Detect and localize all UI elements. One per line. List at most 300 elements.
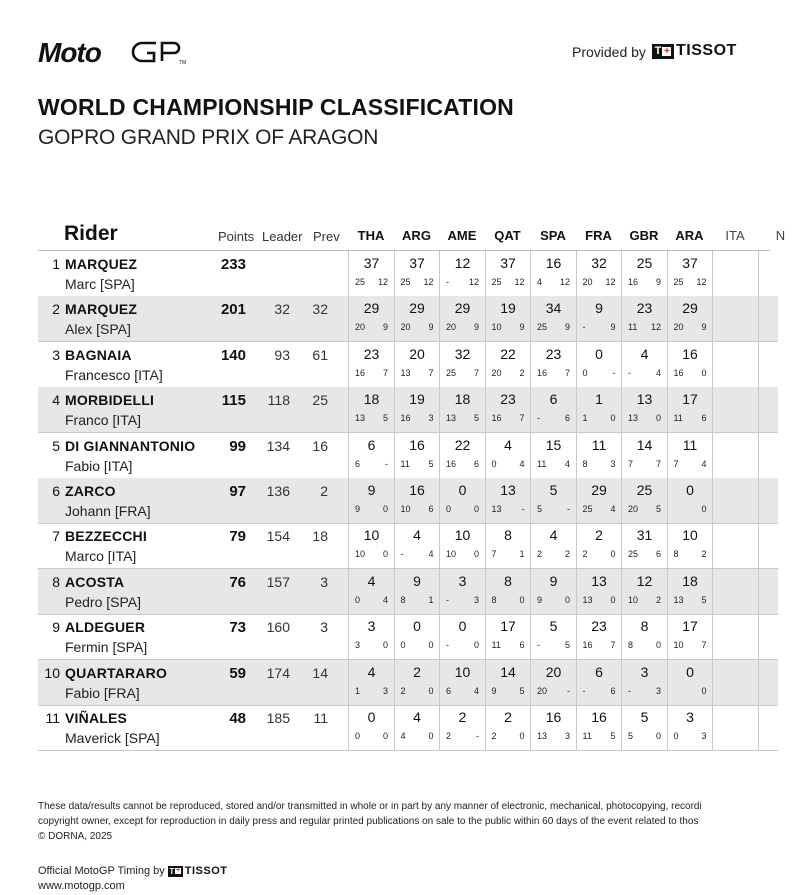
column-header-race: QAT [494,228,521,243]
rider-points: 59 [229,664,246,682]
race-total-points: 3 [367,618,376,635]
race-points-cell [485,296,531,341]
race-points-cell [621,523,667,568]
race-total-points: 12 [636,572,653,589]
race-points-cell [758,705,804,750]
race-points-cell [621,251,667,296]
sprint-points: 16 [400,413,411,424]
race-points: 4 [564,458,570,469]
race-total-points: 37 [500,255,516,271]
rider-position: 8 [52,573,60,590]
rider-last-name: MARQUEZ [65,301,138,318]
race-points-cell [394,660,440,705]
sprint-points: 16 [628,277,639,287]
race-points-cell [576,296,622,341]
race-points: 2 [519,367,525,378]
table-row [38,387,778,433]
rider-points: 115 [221,392,246,410]
race-points: 5 [428,458,434,469]
sprint-points: 16 [582,640,593,651]
column-header-race: THA [357,228,385,243]
column-header-race: ITA [725,228,745,243]
race-points-cell [621,342,667,387]
table-row [38,478,778,524]
race-points-cell [485,569,531,614]
race-points-cell [530,296,576,341]
race-points-cell [621,569,667,614]
race-points-cell [394,705,440,750]
race-points-cell [394,296,440,341]
race-points-cell [576,251,622,296]
race-points: 7 [519,413,525,424]
rider-points: 48 [229,710,246,727]
race-points: 3 [701,731,707,741]
race-points: 12 [423,277,434,287]
rider-position: 7 [52,528,60,545]
race-points-cell [348,569,394,614]
column-header-race: FRA [585,228,612,243]
race-points: 2 [655,594,661,605]
race-points-cell [439,433,485,478]
race-total-points: 17 [682,391,698,408]
column-header-rider: Rider [64,222,118,245]
race-points: 2 [564,549,570,560]
race-points: 4 [655,367,661,378]
table-row [38,614,778,660]
race-points: 5 [382,413,388,424]
sprint-points: 25 [673,277,684,287]
sprint-points: 2 [537,549,543,560]
sprint-points: 4 [537,277,543,287]
race-points-cell [576,569,622,614]
website-link[interactable]: www.motogp.com [38,880,125,892]
race-points-cell [758,342,804,387]
race-points: 0 [701,685,707,696]
race-points: 4 [610,504,616,514]
column-header-race: SPA [540,228,566,243]
race-total-points: 0 [686,482,694,498]
column-header-race: ARA [675,228,704,243]
race-points-cell [712,296,758,341]
rider-last-name: VIÑALES [65,710,128,726]
race-total-points: 19 [409,391,425,408]
race-points: 0 [428,640,434,651]
race-total-points: 25 [636,255,653,271]
gap-to-leader: 157 [266,573,290,590]
race-points-cell [530,251,576,296]
disclaimer [38,799,798,844]
sprint-points: - [582,322,586,333]
rider-position: 10 [44,664,60,681]
page-subtitle: GOPRO GRAND PRIX OF ARAGON [38,126,379,149]
rider-first-name: Pedro [SPA] [65,593,142,610]
race-points-cell [758,614,804,659]
race-points-cell [758,478,804,523]
sprint-points: - [446,277,449,287]
race-total-points: 23 [500,391,516,408]
column-header-leader: Leader [262,229,303,244]
official-timing [38,865,228,877]
race-total-points: 0 [686,663,694,680]
rider-points: 79 [229,528,246,546]
race-total-points: 4 [504,436,512,453]
race-points: 3 [655,685,661,696]
rider-points: 140 [220,346,246,364]
race-points-cell [394,478,440,523]
gap-to-previous: 2 [320,483,328,499]
race-total-points: 4 [640,345,649,362]
sprint-points: 2 [446,731,452,741]
race-points: 12 [559,277,570,287]
race-points-cell [394,433,440,478]
race-total-points: 19 [500,300,516,317]
gap-to-previous: 32 [312,301,328,318]
sprint-points: 10 [400,504,411,514]
race-points-cell [394,251,440,296]
sprint-points: - [628,367,631,378]
race-points-cell [712,387,758,432]
race-points: 12 [650,322,661,333]
race-total-points: 31 [636,527,653,544]
race-points-cell [485,387,531,432]
race-total-points: 14 [500,663,516,680]
race-points: 5 [564,640,570,651]
sprint-points: 16 [673,367,684,378]
sprint-points: 20 [582,277,593,287]
race-points: 9 [473,322,479,333]
sprint-points: 0 [582,367,588,378]
race-total-points: 8 [504,572,512,589]
race-points: 3 [473,594,479,605]
race-total-points: 2 [458,709,467,725]
race-points-cell [576,660,622,705]
race-points: 9 [610,322,616,333]
sprint-points: 1 [355,685,361,696]
race-points: 1 [519,549,525,560]
sprint-points: 7 [673,458,679,469]
table-row [38,523,778,569]
rider-first-name: Maverick [SPA] [65,730,160,746]
rider-points: 73 [229,619,246,637]
race-total-points: 29 [409,300,425,317]
race-points-cell [621,614,667,659]
race-total-points: 8 [504,527,512,544]
race-total-points: 11 [591,436,607,453]
sprint-points: 13 [628,413,639,424]
race-points-cell [667,705,713,750]
race-points-cell [712,614,758,659]
race-points: 0 [655,731,661,741]
rider-position: 6 [52,483,60,499]
race-total-points: 5 [640,709,649,725]
race-total-points: 18 [363,391,380,408]
gap-to-previous: 18 [312,528,328,545]
rider-first-name: Francesco [ITA] [65,366,163,383]
race-total-points: 15 [545,436,562,453]
rider-last-name: BAGNAIA [65,346,132,363]
race-points: 7 [655,458,661,469]
race-points: 0 [473,640,479,651]
sprint-points: 10 [355,549,366,560]
race-points-cell [667,660,713,705]
race-points-cell [530,705,576,750]
race-points: 7 [382,367,388,378]
race-points-cell [394,387,440,432]
official-timing-label: Official MotoGP Timing by [38,865,165,877]
race-points: - [567,504,570,514]
rider-points: 233 [220,256,246,273]
gap-to-leader: 118 [267,392,290,409]
race-points-cell [712,433,758,478]
race-points-cell [439,705,485,750]
race-points: 6 [519,640,525,651]
gap-to-previous: 3 [320,619,328,636]
race-points: 0 [701,504,707,514]
race-points: 4 [519,458,525,469]
gap-to-leader: 185 [266,710,290,726]
race-points-cell [758,433,804,478]
rider-first-name: Johann [FRA] [65,503,151,519]
race-points-cell [712,569,758,614]
sprint-points: 0 [400,640,406,651]
race-total-points: 17 [682,618,698,635]
race-total-points: 18 [682,572,698,589]
race-total-points: 4 [549,527,558,544]
race-points-cell [348,387,394,432]
race-total-points: 3 [640,663,649,680]
race-points: 4 [701,458,707,469]
sprint-points: 8 [582,458,588,469]
race-points: 1 [428,594,434,605]
race-total-points: 6 [367,436,376,453]
sprint-points: 6 [446,685,452,696]
rider-first-name: Fabio [ITA] [65,457,133,474]
race-total-points: 8 [640,618,649,635]
race-total-points: 4 [413,527,421,544]
sprint-points: - [628,685,631,696]
rider-first-name: Fermin [SPA] [65,639,148,656]
race-total-points: 13 [500,482,516,498]
rider-last-name: MORBIDELLI [65,392,155,409]
race-points-cell [530,614,576,659]
race-points-cell [667,523,713,568]
race-points-cell [712,660,758,705]
race-total-points: 34 [545,300,562,317]
race-points: 7 [428,367,434,378]
sprint-points: 20 [628,504,639,514]
race-points-cell [621,296,667,341]
race-total-points: 23 [636,300,653,317]
race-points-cell [485,523,531,568]
sprint-points: 2 [400,685,406,696]
disclaimer-line-2: copyright owner, except for reproduction in daily press and regular printed publications on sale to the public within 60 days of the event related to thos [38,816,699,827]
race-points-cell [530,569,576,614]
race-total-points: 3 [686,709,694,725]
rider-first-name: Fabio [FRA] [65,684,140,701]
race-points-cell [576,705,622,750]
sprint-points: 2 [491,731,497,741]
gap-to-previous: 3 [320,573,328,590]
rider-first-name: Marco [ITA] [65,548,137,565]
sprint-points: 20 [400,322,411,333]
race-points-cell [530,387,576,432]
race-total-points: 25 [636,482,653,498]
race-points: 6 [655,549,661,560]
rider-points: 201 [220,301,246,319]
race-points-cell [348,523,394,568]
race-points-cell [348,478,394,523]
table-row [38,433,778,479]
race-points: 0 [473,504,479,514]
race-total-points: 3 [458,572,467,589]
race-points-cell [530,660,576,705]
sprint-points: 20 [491,367,502,378]
sprint-points: 10 [491,322,502,333]
race-points: 4 [473,685,479,696]
sprint-points: 8 [628,640,634,651]
race-total-points: 10 [454,663,471,680]
tissot-wordmark: TISSOT [676,42,737,59]
race-total-points: 16 [409,436,425,453]
sprint-points: - [582,685,586,696]
rider-last-name: ZARCO [65,483,116,499]
sprint-points: 6 [355,458,361,469]
sprint-points: 11 [491,640,501,651]
race-total-points: 23 [545,345,562,362]
rider-last-name: DI GIANNANTONIO [65,437,196,454]
race-points: - [476,731,479,741]
sprint-points: 9 [491,685,497,696]
race-total-points: 6 [549,391,558,408]
sprint-points: 20 [673,322,684,333]
table-row [38,660,778,706]
race-points-cell [485,251,531,296]
race-total-points: 9 [413,572,421,589]
table-row [38,342,778,388]
sprint-points: 7 [491,549,497,560]
gap-to-previous: 14 [312,664,328,681]
sprint-points: 10 [628,594,639,605]
sprint-points: 13 [673,594,684,605]
race-total-points: 16 [591,709,607,725]
race-total-points: 32 [591,255,607,271]
race-total-points: 0 [595,345,603,362]
race-points: 5 [701,594,707,605]
race-points-cell [667,251,713,296]
race-points: 9 [701,322,707,333]
race-total-points: 23 [591,618,607,635]
race-total-points: 37 [682,255,698,271]
sprint-points: 13 [446,413,457,424]
race-points-cell [348,296,394,341]
race-points-cell [394,342,440,387]
race-points-cell [712,478,758,523]
sprint-points: 13 [355,413,366,424]
race-points-cell [348,342,394,387]
race-total-points: 12 [454,255,471,271]
race-total-points: 6 [595,663,603,680]
race-points-cell [758,569,804,614]
race-points-cell [712,251,758,296]
sprint-points: 16 [491,413,502,424]
tissot-wordmark: TISSOT [184,865,228,877]
sprint-points: 0 [491,458,497,469]
sprint-points: 4 [400,731,406,741]
sprint-points: 25 [628,549,639,560]
disclaimer-line-1: These data/results cannot be reproduced, stored and/or transmitted in whole or in part by any manner of electronic, mechanical, photocopying, recordi [38,801,702,812]
rider-last-name: MARQUEZ [65,256,138,272]
race-total-points: 22 [500,345,516,362]
sprint-points: 13 [400,367,411,378]
race-total-points: 29 [682,300,698,317]
sprint-points: 13 [537,731,548,741]
race-points: 0 [382,640,388,651]
race-points-cell [576,478,622,523]
race-points-cell [667,433,713,478]
race-total-points: 14 [636,436,653,453]
race-total-points: 18 [454,391,471,408]
race-total-points: 16 [545,709,562,725]
sprint-points: 25 [400,277,411,287]
sprint-points: 16 [537,367,548,378]
rider-points: 99 [229,437,246,455]
sprint-points: 1 [582,413,588,424]
svg-text:TM: TM [179,60,187,66]
race-points: 9 [382,322,388,333]
race-points: 3 [564,731,570,741]
sprint-points: - [537,640,540,651]
table-row [38,705,778,751]
motogp-logo [38,38,216,66]
tissot-cross-icon: T + [652,44,674,59]
race-points-cell [621,478,667,523]
race-points: 5 [519,685,525,696]
rider-first-name: Alex [SPA] [65,321,131,338]
sprint-points: 5 [628,731,634,741]
race-total-points: 2 [595,527,603,544]
race-total-points: 10 [363,527,380,544]
race-points-cell [530,433,576,478]
race-points-cell [439,251,485,296]
race-total-points: 4 [413,709,421,725]
race-points: 7 [564,367,570,378]
race-points-cell [439,387,485,432]
sprint-points: 8 [400,594,406,605]
race-points: 5 [655,504,661,514]
sprint-points: - [537,413,540,424]
table-row [38,296,778,342]
rider-first-name: Franco [ITA] [65,412,141,429]
race-points-cell [667,569,713,614]
race-total-points: 37 [363,255,380,271]
sprint-points: 20 [446,322,457,333]
race-total-points: 37 [409,255,425,271]
race-points-cell [439,660,485,705]
race-points: 6 [564,413,570,424]
race-total-points: 20 [545,663,562,680]
gap-to-leader: 32 [274,301,290,318]
race-points: - [521,504,525,514]
race-points-cell [439,478,485,523]
race-points-cell [667,478,713,523]
race-points-cell [758,296,804,341]
rider-first-name: Marc [SPA] [65,276,135,292]
race-points-cell [348,251,394,296]
sprint-points: 11 [582,731,592,741]
race-total-points: 9 [595,300,603,317]
race-points: 0 [655,413,661,424]
sprint-points: 20 [355,322,366,333]
